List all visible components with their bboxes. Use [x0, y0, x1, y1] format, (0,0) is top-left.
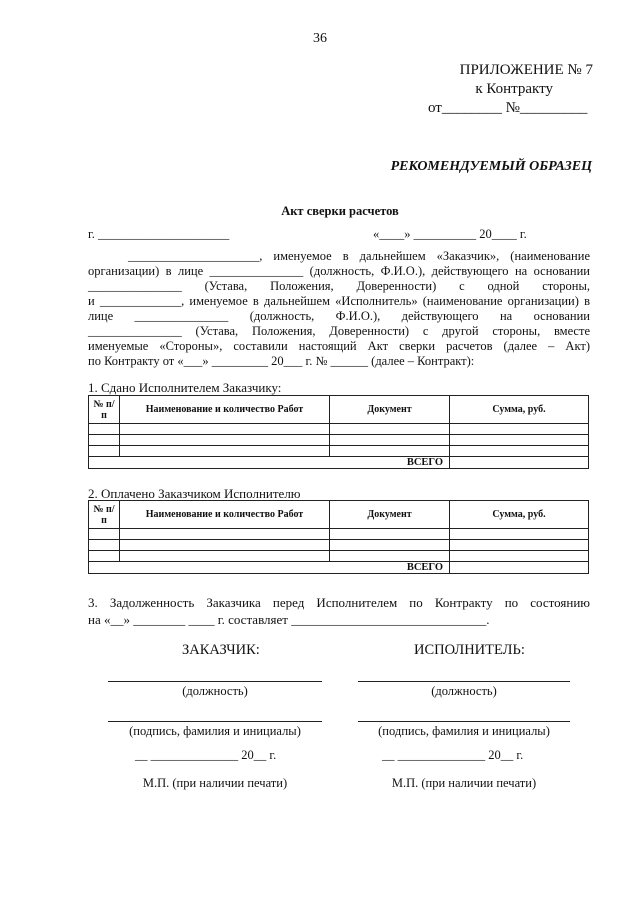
total-label: ВСЕГО	[89, 562, 450, 574]
annex-subtitle: к Контракту	[475, 81, 553, 97]
customer-label: ЗАКАЗЧИК:	[182, 642, 260, 658]
preamble-line: организации) в лице _______________ (должность, Ф.И.О.), действующего на основании	[88, 264, 590, 278]
preamble-paragraph	[88, 249, 590, 369]
table-row	[89, 446, 589, 457]
contractor-seal: М.П. (при наличии печати)	[391, 776, 537, 790]
contractor-signature-caption: (подпись, фамилия и инициалы)	[378, 724, 550, 738]
table-row	[89, 529, 589, 540]
col-works: Наименование и количество Работ	[120, 501, 330, 529]
table-header-row	[89, 501, 589, 529]
section1-table	[88, 395, 589, 469]
col-number: № п/п	[89, 396, 120, 424]
annex-title: ПРИЛОЖЕНИЕ № 7	[459, 62, 593, 78]
customer-seal: М.П. (при наличии печати)	[142, 776, 288, 790]
customer-position-line[interactable]	[108, 681, 322, 682]
preamble-line: именуемые «Стороны», составили настоящий Акт сверки расчетов (далее – Акт)	[88, 339, 590, 353]
contractor-position-caption: (должность)	[431, 684, 497, 698]
col-sum: Сумма, руб.	[450, 501, 589, 529]
preamble-line: по Контракту от «___» _________ 20___ г. № ______ (далее – Контракт):	[88, 354, 475, 368]
contractor-signature-line[interactable]	[358, 721, 570, 722]
table-row	[89, 435, 589, 446]
total-row	[89, 457, 589, 469]
col-number: № п/п	[89, 501, 120, 529]
preamble-line: и _____________, именуемое в дальнейшем «Исполнитель» (наименование организации) в	[88, 294, 590, 308]
total-label: ВСЕГО	[89, 457, 450, 469]
table-row	[89, 540, 589, 551]
preamble-line: _____________________, именуемое в дальнейшем «Заказчик», (наименование	[128, 249, 590, 263]
col-document: Документ	[330, 501, 450, 529]
act-date-line: «____» __________ 20____ г.	[373, 227, 527, 241]
section2-table	[88, 500, 589, 574]
contractor-label: ИСПОЛНИТЕЛЬ:	[414, 642, 525, 658]
col-document: Документ	[330, 396, 450, 424]
col-sum: Сумма, руб.	[450, 396, 589, 424]
city-line: г. _____________________	[88, 227, 230, 241]
document-title: Акт сверки расчетов	[281, 204, 399, 218]
preamble-line: _______________ (Устава, Положения, Доверенности) с одной стороны,	[88, 279, 590, 293]
total-row	[89, 562, 589, 574]
page-number: 36	[313, 31, 327, 46]
customer-signature-line[interactable]	[108, 721, 322, 722]
section2-heading: 2. Оплачено Заказчиком Исполнителю	[88, 486, 301, 501]
col-works: Наименование и количество Работ	[120, 396, 330, 424]
sample-label: РЕКОМЕНДУЕМЫЙ ОБРАЗЕЦ	[390, 159, 592, 174]
section3-paragraph	[88, 594, 590, 628]
customer-date-line: __ ______________ 20__ г.	[135, 748, 277, 762]
customer-signature-caption: (подпись, фамилия и инициалы)	[129, 724, 301, 738]
section1-heading: 1. Сдано Исполнителем Заказчику:	[88, 380, 282, 395]
table-row	[89, 551, 589, 562]
annex-date-line: от________ №_________	[428, 100, 588, 116]
section3-line: 3. Задолженность Заказчика перед Исполнителем по Контракту по состоянию	[88, 595, 590, 610]
table-row	[89, 424, 589, 435]
preamble-line: _______________ (Устава, Положения, Доверенности) с другой стороны, вместе	[88, 324, 590, 338]
contractor-position-line[interactable]	[358, 681, 570, 682]
contractor-date-line: __ ______________ 20__ г.	[382, 748, 524, 762]
table-header-row	[89, 396, 589, 424]
section3-line: на «__» ________ ____ г. составляет ______________________________.	[88, 612, 490, 627]
preamble-line: лице _______________ (должность, Ф.И.О.), действующего на основании	[88, 309, 590, 323]
customer-position-caption: (должность)	[182, 684, 248, 698]
